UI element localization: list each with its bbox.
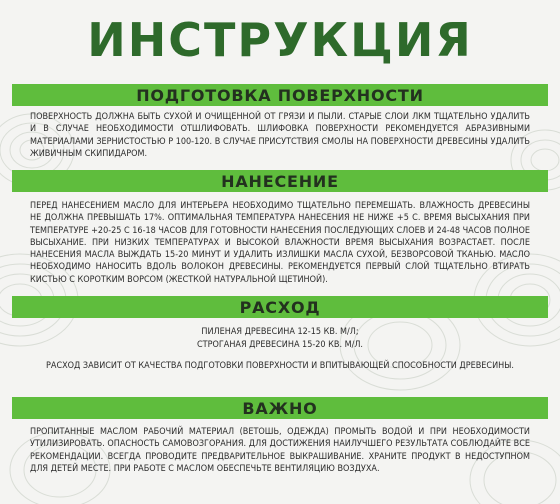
page-title: ИНСТРУКЦИЯ: [87, 13, 473, 67]
section-text-application: ПЕРЕД НАНЕСЕНИЕМ МАСЛО ДЛЯ ИНТЕРЬЕРА НЕОБХОДИМО ТЩАТЕЛЬНО ПЕРЕМЕШАТЬ. ВЛАЖНОСТЬ ДРЕВЕСИНЫ НЕ ДОЛЖНА ПРЕВЫШАТЬ 17%. ОПТИМАЛЬНАЯ ТЕМПЕРАТУРА НАНЕСЕНИЯ НЕ НИЖЕ +5 С. ВРЕМЯ ВЫСЫХАНИЯ ПРИ ТЕМПЕРАТУРЕ +20-25 С 16-18 ЧАСОВ ДЛЯ ГОТОВНОСТИ НАНЕСЕНИЯ ПОСЛЕДУЮЩИХ СЛОЕВ И 24-48 ЧАСОВ ПОЛНОЕ ВЫСЫХАНИЕ. ПРИ НИЗКИХ ТЕМПЕРАТУРАХ И ВЫСОКОЙ ВЛАЖНОСТИ ВРЕМЯ ВЫСЫХАНИЯ ВОЗРАСТАЕТ. ПОСЛЕ НАНЕСЕНИЯ МАСЛА ВЫЖДАТЬ 15-20 МИНУТ И УДАЛИТЬ ИЗЛИШКИ МАСЛА СУХОЙ, БЕЗВОРСОВОЙ ТКАНЬЮ. МАСЛО НЕОБХОДИМО НАНОСИТЬ ВДОЛЬ ВОЛОКОН ДРЕВЕСИНЫ. РЕКОМЕНДУЕТСЯ ПЕРВЫЙ СЛОЙ ТЩАТЕЛЬНО ВТИРАТЬ КИСТЬЮ С КОРОТКИМ ВОРСОМ (ЖЕСТКОЙ НАТУРАЛЬНОЙ ЩЕТИНОЙ).: [30, 201, 530, 285]
section-header-preparation: [12, 84, 548, 106]
section-header-important: [12, 397, 548, 419]
section-header-consumption: [12, 296, 548, 318]
section-heading: ВАЖНО: [242, 398, 318, 418]
section-heading: РАСХОД: [239, 297, 321, 317]
section-text-preparation: ПОВЕРХНОСТЬ ДОЛЖНА БЫТЬ СУХОЙ И ОЧИЩЕННОЙ ОТ ГРЯЗИ И ПЫЛИ. СТАРЫЕ СЛОИ ЛКМ ТЩАТЕЛЬНО УДАЛИТЬ И В СЛУЧАЕ НЕОБХОДИМОСТИ ОТШЛИФОВАТЬ. ШЛИФОВКА ПОВЕРХНОСТИ РЕКОМЕНДУЕТСЯ АБРАЗИВНЫМИ МАТЕРИАЛАМИ ЗЕРНИСТОСТЬЮ Р 100-120. В СЛУЧАЕ ПРИСУТСТВИЯ СМОЛЫ НА ПОВЕРХНОСТИ ДРЕВЕСИНЫ УДАЛИТЬ ЖИВИЧНЫМ СКИПИДАРОМ.: [30, 112, 530, 159]
section-heading: НАНЕСЕНИЕ: [221, 171, 339, 191]
section-header-application: [12, 170, 548, 192]
consumption-line-sawn: ПИЛЕНАЯ ДРЕВЕСИНА 12-15 КВ. М/Л;: [201, 327, 359, 337]
section-text-important: ПРОПИТАННЫЕ МАСЛОМ РАБОЧИЙ МАТЕРИАЛ (ВЕТОШЬ, ОДЕЖДА) ПРОМЫТЬ ВОДОЙ И ПРИ НЕОБХОДИМОСТИ УТИЛИЗИРОВАТЬ. ОПАСНОСТЬ САМОВОЗГОРАНИЯ. ДЛЯ ДОСТИЖЕНИЯ НАИЛУЧШЕГО РЕЗУЛЬТАТА СОБЛЮДАЙТЕ ВСЕ РЕКОМЕНДАЦИИ. ВСЕГДА ПРОВОДИТЕ ПРЕДВАРИТЕЛЬНОЕ ВЫКРАШИВАНИЕ. ХРАНИТЕ ПРОДУКТ В НЕДОСТУПНОМ ДЛЯ ДЕТЕЙ МЕСТЕ. ПРИ РАБОТЕ С МАСЛОМ ОБЕСПЕЧЬТЕ ВЕНТИЛЯЦИЮ ВОЗДУХА.: [30, 427, 530, 474]
section-heading: ПОДГОТОВКА ПОВЕРХНОСТИ: [136, 85, 424, 105]
consumption-line-planed: СТРОГАНАЯ ДРЕВЕСИНА 15-20 КВ. М/Л.: [197, 340, 363, 350]
consumption-note: РАСХОД ЗАВИСИТ ОТ КАЧЕСТВА ПОДГОТОВКИ ПОВЕРХНОСТИ И ВПИТЫВАЮЩЕЙ СПОСОБНОСТИ ДРЕВЕСИНЫ.: [46, 361, 514, 371]
